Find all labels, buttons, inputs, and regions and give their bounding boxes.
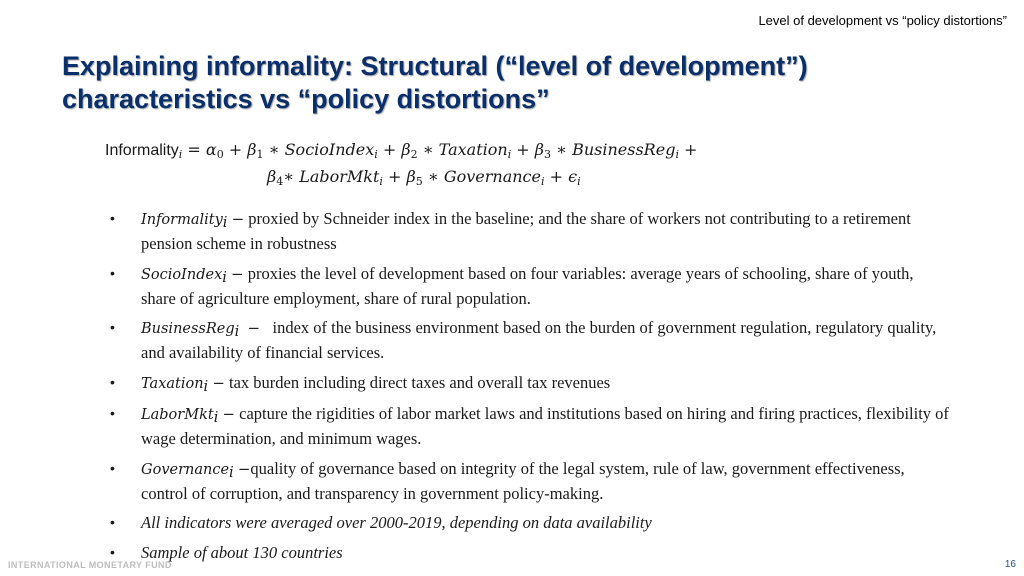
bullet-dot: • xyxy=(110,319,115,335)
regression-equation xyxy=(105,137,1005,190)
variable-definitions-list xyxy=(110,207,950,570)
variable-name: SocioIndex xyxy=(141,266,223,283)
definition-dash: − xyxy=(237,459,251,478)
definition-dash: − xyxy=(247,319,261,337)
variable-name: Taxation xyxy=(141,375,204,392)
variable-definition: index of the business environment based on the burden of government regulation, regulatory quality, and availability of financial services. xyxy=(141,318,937,362)
variable-name: LaborMkt xyxy=(141,407,214,423)
list-item: • SocioIndex$_i$ − proxies the level of development based on four variables: average years of schooling, share of youth, share of agriculture employment, share of rural population. xyxy=(110,263,914,308)
variable-definition: quality of governance based on integrity of the legal system, rule of law, government effectiveness, control of corruption, and transparency in government policy-making. xyxy=(141,458,905,503)
list-item xyxy=(110,541,950,564)
equation-line-1: Informality$_i$ = $\alpha_0 + \beta_1$ ∗ SocioIndex$_i$ + $\beta_2$ ∗ Taxation$_i$ + $\beta_3$ ∗ BusinessReg$_i$ + xyxy=(105,140,698,161)
definition-dash: − xyxy=(212,373,225,392)
definition-dash: − xyxy=(231,210,245,228)
list-item: • Informality$_i$ − proxied by Schneider index in the baseline; and the share of workers not contributing to a retirement pension scheme in robustness xyxy=(110,209,911,253)
slide-title: Explaining informality: Structural (“level of development”) characteristics vs “policy distortions” xyxy=(62,51,808,114)
bullet-dot: • xyxy=(110,264,115,281)
definition-dash: − xyxy=(231,264,244,283)
equation-lhs-label: Informality xyxy=(105,142,179,159)
bullet-dot: • xyxy=(110,514,115,530)
list-item: • Governance$_i$ −quality of governance based on integrity of the legal system, rule of law, government effectiveness, control of corruption, and transparency in government policy-making. xyxy=(110,458,905,503)
slide-header-tag: Level of development vs “policy distortions” xyxy=(758,13,1007,28)
variable-definition: capture the rigidities of labor market laws and institutions based on hiring and firing practices, flexibility of wage determination, and minimum wages. xyxy=(141,404,949,448)
list-item: • Taxation$_i$ − tax burden including direct taxes and overall tax revenues xyxy=(110,372,611,395)
variable-name: Informality xyxy=(141,212,223,228)
list-item: • LaborMkt$_i$ − capture the rigidities of labor market laws and institutions based on hiring and firing practices, flexibility of wage determination, and minimum wages. xyxy=(110,404,949,448)
methodology-note: All indicators were averaged over 2000-2019, depending on data availability xyxy=(141,513,652,532)
equation-line-2: $\beta_4∗$ LaborMkt$_i$ + $\beta_5$ ∗ Governance$_i$ + $\epsilon_i$ xyxy=(267,167,581,188)
variable-name: Governance xyxy=(141,461,230,478)
bullet-dot: • xyxy=(110,405,115,421)
variable-name: BusinessReg xyxy=(141,321,235,337)
definition-dash: − xyxy=(222,405,236,423)
bullet-dot: • xyxy=(110,210,115,226)
page-number: 16 xyxy=(1004,559,1016,570)
list-item: • BusinessReg$_i$ − index of the business environment based on the burden of government regulation, regulatory quality, and availability of financial services. xyxy=(110,318,937,362)
list-item xyxy=(110,511,950,534)
bullet-dot: • xyxy=(110,373,115,390)
footer-organization: INTERNATIONAL MONETARY FUND xyxy=(8,560,172,570)
variable-definition: tax burden including direct taxes and overall tax revenues xyxy=(229,372,611,392)
bullet-dot: • xyxy=(110,459,115,476)
variable-definition: proxies the level of development based on four variables: average years of schooling, share of youth, share of agriculture employment, share of rural population. xyxy=(141,263,914,308)
sample-note: Sample of about 130 countries xyxy=(141,542,343,562)
variable-definition: proxied by Schneider index in the baseline; and the share of workers not contributing to a retirement pension scheme in robustness xyxy=(141,209,911,253)
bullet-dot: • xyxy=(110,543,115,560)
